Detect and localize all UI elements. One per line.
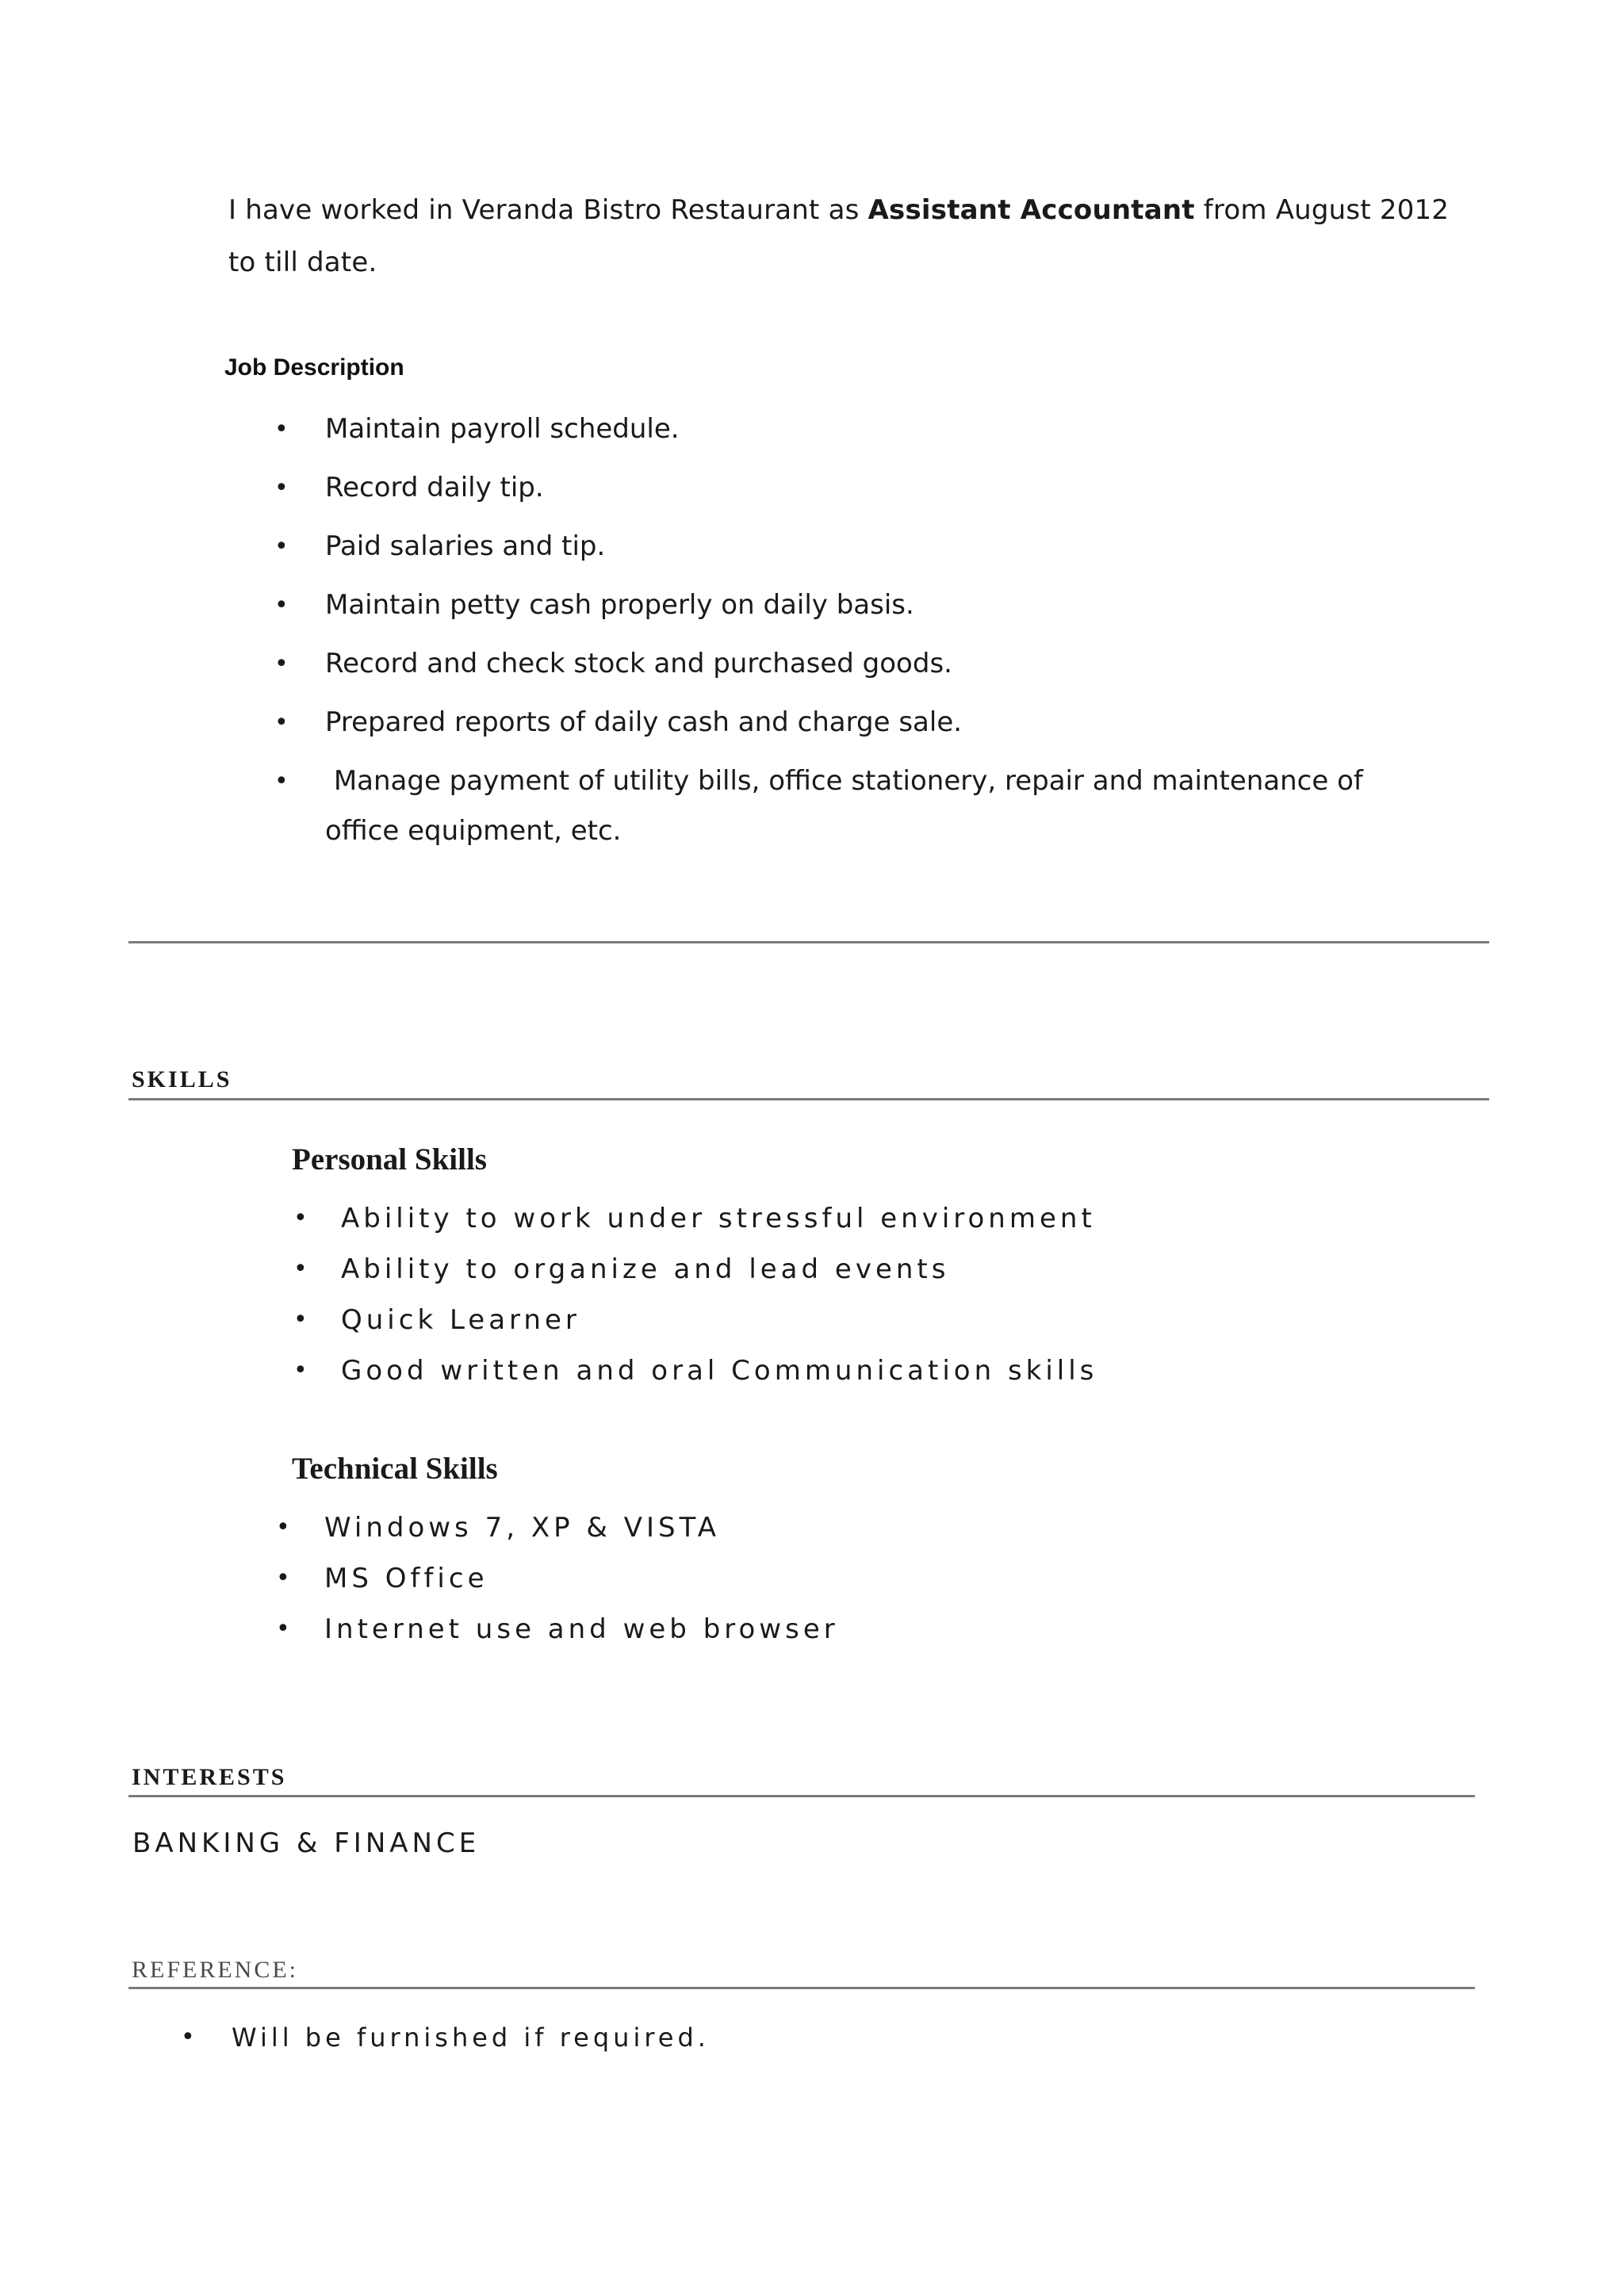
duties-list: [270, 404, 1443, 865]
list-item: [270, 698, 1443, 748]
skill-text: Quick Learner: [341, 1304, 580, 1336]
bullet-icon: •: [274, 591, 289, 619]
intro-role: Assistant Accountant: [868, 194, 1195, 226]
bullet-icon: •: [181, 2023, 195, 2051]
skill-text: Ability to work under stressful environment: [341, 1203, 1096, 1234]
experience-intro: [228, 184, 1450, 289]
technical-skills-title: Technical Skills: [292, 1452, 498, 1486]
duty-text: Maintain payroll schedule.: [325, 413, 680, 445]
list-item: [274, 1502, 839, 1553]
skill-text: MS Office: [324, 1563, 488, 1594]
bullet-icon: •: [276, 1513, 290, 1541]
bullet-icon: •: [293, 1306, 308, 1334]
list-item: [274, 1604, 839, 1655]
technical-skills-list: [274, 1502, 839, 1655]
intro-prefix: I have worked in Veranda Bistro Restaurant as: [228, 194, 868, 226]
job-description-title: Job Description: [224, 354, 404, 381]
bullet-icon: •: [293, 1255, 308, 1283]
duty-text: Record and check stock and purchased goods.: [325, 648, 952, 679]
skill-text: Good written and oral Communication skills: [341, 1355, 1098, 1387]
list-item: [292, 1345, 1097, 1396]
interest-text: BANKING & FINANCE: [132, 1827, 481, 1859]
duty-text: Record daily tip.: [325, 472, 544, 503]
list-item: [270, 404, 1443, 454]
skill-text: Ability to organize and lead events: [341, 1253, 950, 1285]
list-item: [270, 639, 1443, 689]
reference-list: [179, 2012, 710, 2063]
bullet-icon: •: [274, 650, 289, 678]
skills-heading: SKILLS: [132, 1066, 232, 1093]
bullet-icon: •: [276, 1564, 290, 1592]
skills-heading-rule: [128, 1098, 1489, 1100]
list-item: [274, 1553, 839, 1604]
intro-suffix: from August 2012 to till date.: [228, 194, 1450, 278]
bullet-icon: •: [274, 709, 289, 737]
bullet-icon: •: [293, 1204, 308, 1232]
list-item: [270, 522, 1443, 572]
personal-skills-list: [292, 1193, 1097, 1396]
list-item: [179, 2012, 710, 2063]
reference-heading-rule: [128, 1987, 1475, 1989]
bullet-icon: •: [274, 415, 289, 443]
list-item: [270, 580, 1443, 630]
skill-text: Windows 7, XP & VISTA: [324, 1512, 721, 1544]
list-item: [292, 1295, 1097, 1345]
list-item: [270, 756, 1443, 856]
section-divider: [128, 941, 1489, 943]
bullet-icon: •: [274, 474, 289, 502]
interests-heading: INTERESTS: [132, 1764, 287, 1790]
duty-text: Prepared reports of daily cash and charge sale.: [325, 706, 963, 738]
list-item: [292, 1244, 1097, 1295]
bullet-icon: •: [274, 533, 289, 561]
list-item: [270, 463, 1443, 513]
duty-text: Paid salaries and tip.: [325, 530, 606, 562]
duty-text: Maintain petty cash properly on daily basis.: [325, 589, 914, 621]
duty-text: Manage payment of utility bills, office stationery, repair and maintenance of office equipment, etc.: [325, 765, 1372, 847]
bullet-icon: •: [276, 1615, 290, 1643]
interests-heading-rule: [128, 1795, 1475, 1797]
bullet-icon: •: [293, 1357, 308, 1384]
skill-text: Internet use and web browser: [324, 1613, 839, 1645]
bullet-icon: •: [274, 767, 289, 795]
reference-heading: REFERENCE:: [132, 1957, 299, 1983]
list-item: [292, 1193, 1097, 1244]
personal-skills-title: Personal Skills: [292, 1142, 487, 1177]
reference-text: Will be furnished if required.: [232, 2022, 710, 2053]
